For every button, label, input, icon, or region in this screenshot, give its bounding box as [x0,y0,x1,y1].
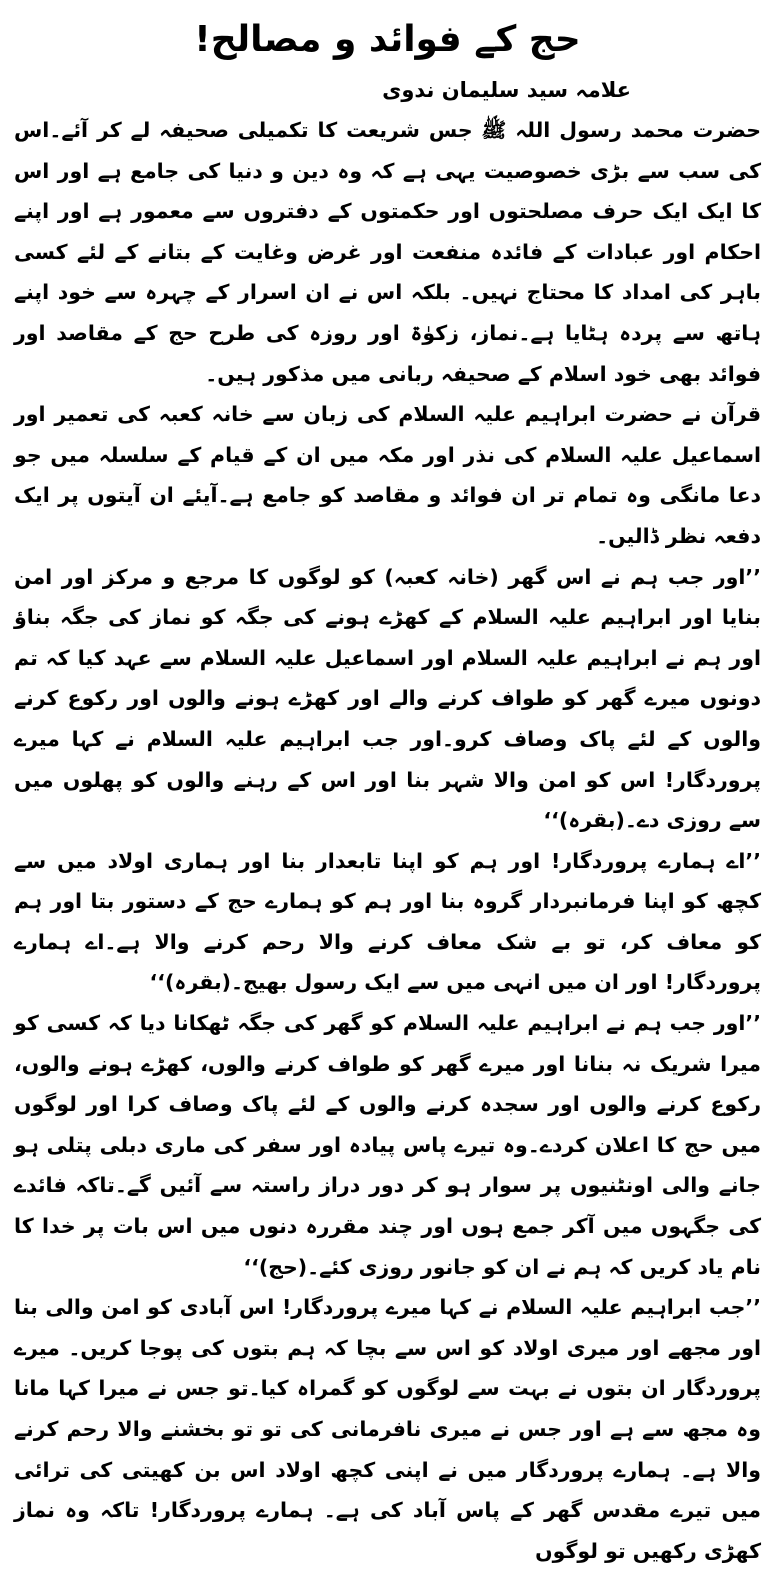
paragraph-quran-intro: قرآن نے حضرت ابراہیم علیہ السلام کی زبان سے خانہ کعبہ کی تعمیر اور اسماعیل علیہ السلام کی نذر اور مکہ میں ان کے قیام کے سلسلہ میں جو دعا مانگی وہ تمام تر ان فوائد و مقاصد کو جامع ہے۔آیئے ان آیتوں پر ایک دفعہ نظر ڈالیں۔ [14,402,761,548]
paragraph-quote-2: ’’اے ہمارے پروردگار! اور ہم کو اپنا تابعدار بنا اور ہماری اولاد میں سے کچھ کو اپنا فرمانبردار گروہ بنا اور ہم کو ہمارے حج کے دستور بتا اور ہم کو معاف کر، تو بے شک معاف کرنے والا رحم کرنے والا ہے۔اے ہمارے پروردگار! اور ان میں انہی میں سے ایک رسول بھیج۔(بقرہ)‘‘ [14,848,761,995]
paragraph-quote-1: ’’اور جب ہم نے اس گھر (خانہ کعبہ) کو لوگوں کا مرجع و مرکز اور امن بنایا اور ابراہیم علیہ السلام کے کھڑے ہونے کی جگہ کو نماز کی جگہ بناؤ اور ہم نے ابراہیم علیہ السلام اور اسماعیل علیہ السلام سے عہد کیا کہ تم دونوں میرے گھر کو طواف کرنے والے اور کھڑے ہونے والوں اور رکوع کرنے والوں کے لئے پاک وصاف کرو۔اور جب ابراہیم علیہ السلام نے کہا میرے پروردگار! اس کو امن والا شہر بنا اور اس کے رہنے والوں کو پھلوں میں سے روزی دے۔(بقرہ)‘‘ [14,564,761,833]
paragraph-quote-3: ’’اور جب ہم نے ابراہیم علیہ السلام کو گھر کی جگہ ٹھکانا دیا کہ کسی کو میرا شریک نہ بنانا اور میرے گھر کو طواف کرنے والوں، کھڑے ہونے والوں، رکوع کرنے والوں اور سجدہ کرنے والوں کے لئے پاک وصاف کرا اور لوگوں میں حج کا اعلان کردے۔وہ تیرے پاس پیادہ اور سفر کی ماری دبلی پتلی ہو جانے والی اونٹنیوں پر سوار ہو کر دور دراز راستہ سے آئیں گے۔تاکہ فائدے کی جگہوں میں آکر جمع ہوں اور چند مقررہ دنوں میں اس بات پر خدا کا نام یاد کریں کہ ہم نے ان کو جانور روزی کئے۔(حج)‘‘ [14,1011,761,1279]
paragraph-quote-4: ’’جب ابراہیم علیہ السلام نے کہا میرے پروردگار! اس آبادی کو امن والی بنا اور مجھے اور میری اولاد کو اس سے بچا کہ ہم بتوں کی پوجا کریں۔ میرے پروردگار ان بتوں نے بہت سے لوگوں کو گمراہ کیا۔تو جس نے میرا کہا مانا وہ مجھ سے ہے اور جس نے میری نافرمانی کی تو تو بخشنے والا رحم کرنے والا ہے۔ ہمارے پروردگار میں نے اپنی کچھ اولاد اس بن کھیتی کی ترائی میں تیرے مقدس گھر کے پاس آباد کی ہے۔ ہمارے پروردگار! تاکہ وہ نماز کھڑی رکھیں تو لوگوں [14,1295,761,1563]
paragraph-intro: حضرت محمد رسول اللہ ﷺ جس شریعت کا تکمیلی صحیفہ لے کر آئے۔اس کی سب سے بڑی خصوصیت یہی ہے کہ وہ دین و دنیا کی جامع ہے اور اس کا ایک ایک حرف مصلحتوں اور حکمتوں کے دفتروں سے معمور ہے اور اپنے احکام اور عبادات کے فائدہ منفعت اور غرض وغایت کے بتانے کے لئے کسی باہر کی امداد کا محتاج نہیں۔ بلکہ اس نے ان اسرار کے چہرہ سے خود اپنے ہاتھ سے پردہ ہٹایا ہے۔نماز، زکوٰۃ اور روزہ کی طرح حج کے مقاصد اور فوائد بھی خود اسلام کے صحیفہ ربانی میں مذکور ہیں۔ [14,118,761,386]
author-name: علامہ سید سلیمان ندوی [382,78,631,102]
article-title: حج کے فوائد و مصالح! [194,19,581,60]
